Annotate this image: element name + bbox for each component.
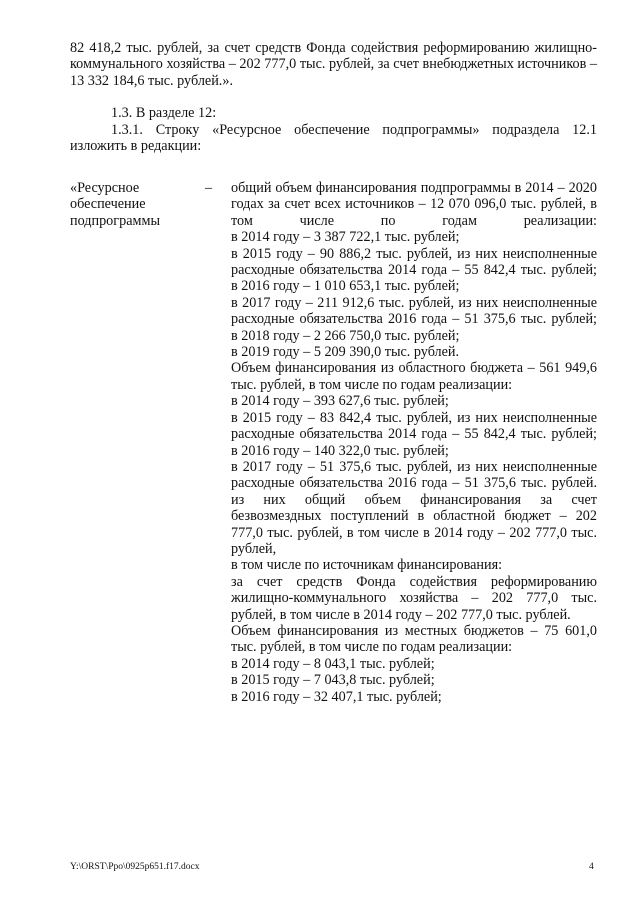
funding-line: в 2016 году – 32 407,1 тыс. рублей; [231,688,442,705]
funding-line: в 2017 году – 51 375,6 тыс. рублей, из них неисполненные расходные обязательства 2016 года – 51 375,6 тыс. рублей. [231,458,597,492]
row-dash: – [205,180,213,196]
funding-line: в 2015 году – 7 043,8 тыс. рублей; [231,672,435,689]
funding-line: в 2017 году – 211 912,6 тыс. рублей, из них неисполненные расходные обязательства 2016 года – 51 375,6 тыс. рублей; [231,294,597,328]
footer-file-path: Y:\ORST\Ppo\0925p651.f17.docx [70,862,200,872]
funding-total-line: общий объем финансирования подпрограммы в 2014 – 2020 годах за счет всех источников – 12 070 096,0 тыс. рублей, в том числе по годам реализации: [231,180,597,229]
funding-line: в 2014 году – 3 387 722,1 тыс. рублей; [231,229,460,246]
funding-line: в 2015 году – 90 886,2 тыс. рублей, из них неисполненные расходные обязательства 2014 года – 55 842,4 тыс. рублей; [231,245,597,279]
regional-budget-line: Объем финансирования из областного бюджета – 561 949,6 тыс. рублей, в том числе по годам реализации: [231,360,597,393]
section-heading: 1.3. В разделе 12: [111,105,217,121]
page-number: 4 [589,862,594,872]
funding-line: в 2014 году – 8 043,1 тыс. рублей; [231,655,435,672]
funding-line: в 2015 году – 83 842,4 тыс. рублей, из них неисполненные расходные обязательства 2014 года – 55 842,4 тыс. рублей; [231,409,597,443]
sources-line: в том числе по источникам финансирования: [231,557,503,574]
row-label: «Ресурсное обеспечение подпрограммы [70,180,160,229]
local-budget-line: Объем финансирования из местных бюджетов – 75 601,0 тыс. рублей, в том числе по годам реализации: [231,622,597,656]
funding-line: в 2019 году – 5 209 390,0 тыс. рублей. [231,344,460,361]
funding-line: в 2016 году – 1 010 653,1 тыс. рублей; [231,278,460,295]
section-item: 1.3.1. Строку «Ресурсное обеспечение подпрограммы» подраздела 12.1 изложить в редакции: [70,122,597,155]
gratuitous-receipts-line: из них общий объем финансирования за счет безвозмездных поступлений в областной бюджет – 202 777,0 тыс. рублей, в том числе в 2014 году – 202 777,0 тыс. рублей, [231,491,597,557]
row-content [231,180,597,705]
funding-line: в 2016 году – 140 322,0 тыс. рублей; [231,442,449,459]
intro-paragraph: 82 418,2 тыс. рублей, за счет средств Фонда содействия реформированию жилищно-коммунального хозяйства – 202 777,0 тыс. рублей, за счет внебюджетных источников – 13 332 184,6 тыс. рублей.». [70,40,597,89]
funding-line: в 2014 году – 393 627,6 тыс. рублей; [231,393,449,410]
funding-line: в 2018 году – 2 266 750,0 тыс. рублей; [231,327,460,344]
fund-line: за счет средств Фонда содействия реформированию жилищно-коммунального хозяйства – 202 777,0 тыс. рублей, в том числе в 2014 году – 202 777,0 тыс. рублей. [231,573,597,623]
